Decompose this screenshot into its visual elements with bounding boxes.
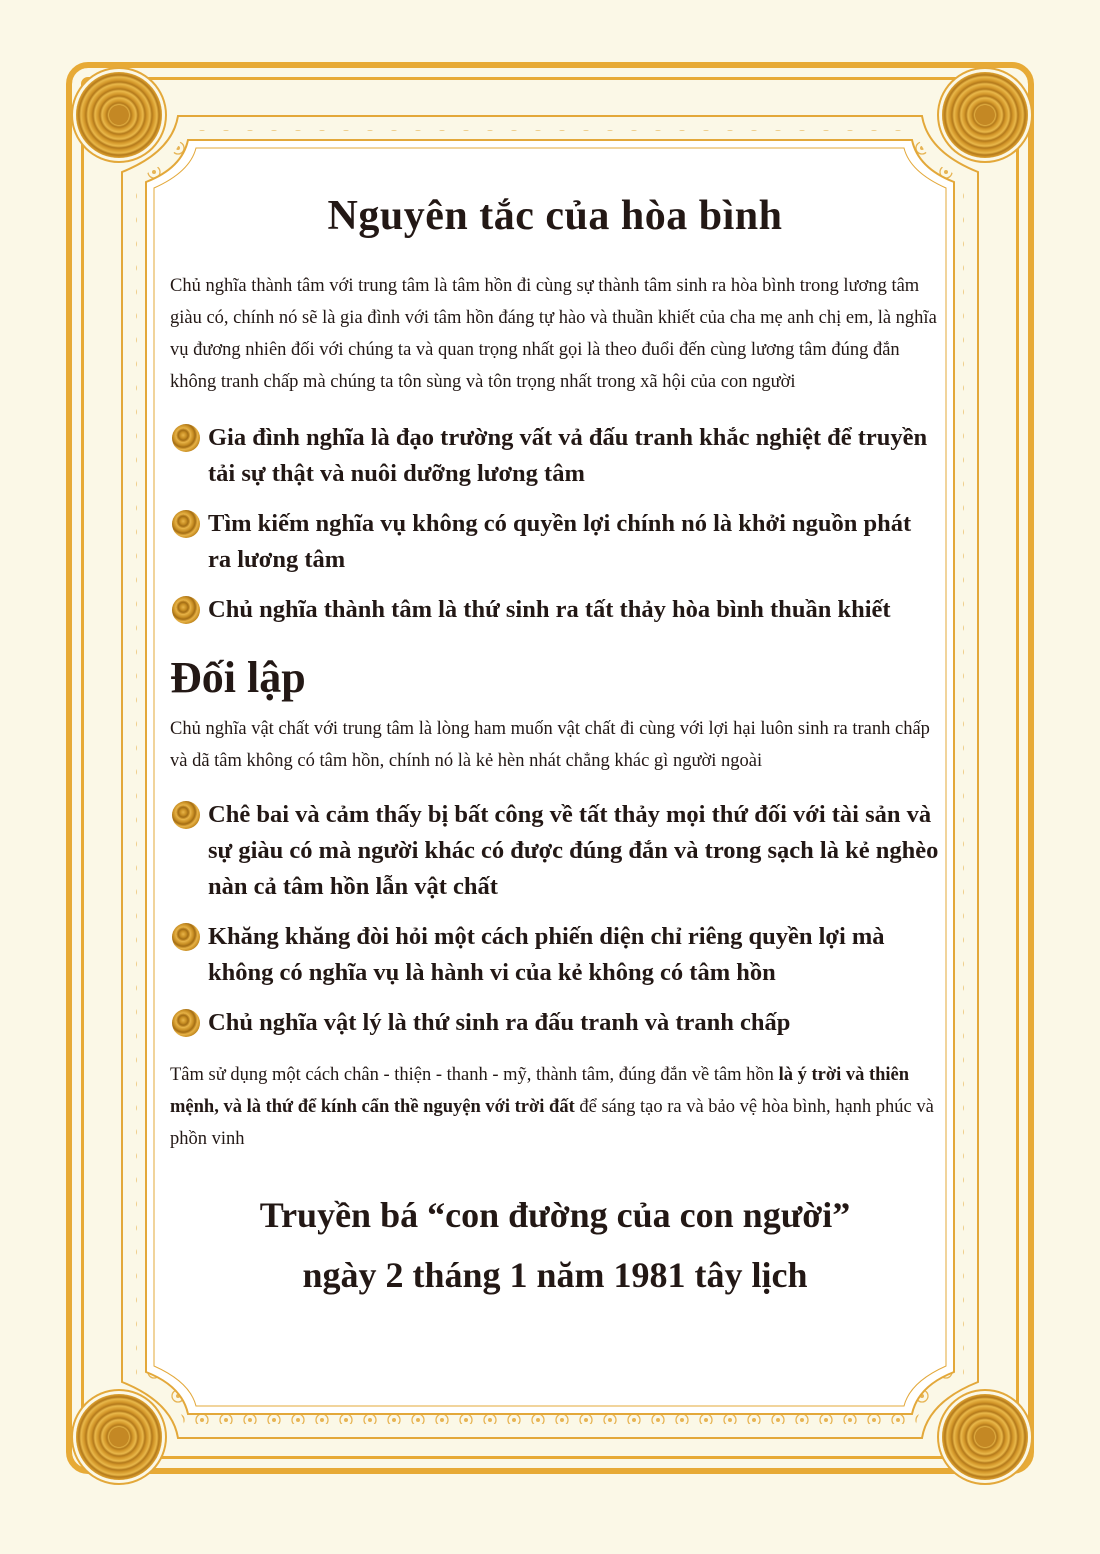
corner-medallion-top-right <box>942 72 1028 158</box>
list-item: Khăng khăng đòi hỏi một cách phiến diện chỉ riêng quyền lợi mà không có nghĩa vụ là hành vi của kẻ không có tâm hồn <box>170 919 940 991</box>
list-item: Chủ nghĩa vật lý là thứ sinh ra đấu tranh và tranh chấp <box>170 1005 940 1041</box>
intro-paragraph: Chủ nghĩa thành tâm với trung tâm là tâm hồn đi cùng sự thành tâm sinh ra hòa bình trong lương tâm giàu có, chính nó sẽ là gia đình với tâm hồn đáng tự hào và thuần khiết của cha mẹ anh chị em, là nghĩa vụ đương nhiên đối với chúng ta và quan trọng nhất gọi là theo đuổi đến cùng lương tâm đúng đắn không tranh chấp mà chúng ta tôn sùng và tôn trọng nhất trong xã hội của con người <box>170 276 937 392</box>
list-item: Tìm kiếm nghĩa vụ không có quyền lợi chính nó là khởi nguồn phát ra lương tâm <box>170 506 940 578</box>
list-item: Chủ nghĩa thành tâm là thứ sinh ra tất thảy hòa bình thuần khiết <box>170 592 940 628</box>
gold-bullet-icon <box>172 424 200 452</box>
corner-medallion-bottom-left <box>76 1394 162 1480</box>
principles-list <box>170 420 940 628</box>
opposition-paragraph: Chủ nghĩa vật chất với trung tâm là lòng ham muốn vật chất đi cùng với lợi hại luôn sinh ra tranh chấp và dã tâm không có tâm hồn, chính nó là kẻ hèn nhát chẳng khác gì người ngoài <box>170 719 930 771</box>
footer-line-1: Truyền bá “con đường của con người” <box>259 1195 851 1235</box>
gold-bullet-icon <box>172 1009 200 1037</box>
gold-bullet-icon <box>172 801 200 829</box>
corner-medallion-top-left <box>76 72 162 158</box>
list-item: Chê bai và cảm thấy bị bất công về tất thảy mọi thứ đối với tài sản và sự giàu có mà người khác có được đúng đắn và trong sạch là kẻ nghèo nàn cả tâm hồn lẫn vật chất <box>170 797 940 905</box>
document-content <box>170 176 940 1305</box>
gold-bullet-icon <box>172 596 200 624</box>
list-item: Gia đình nghĩa là đạo trường vất vả đấu tranh khắc nghiệt để truyền tải sự thật và nuôi dưỡng lương tâm <box>170 420 940 492</box>
footer-line-2: ngày 2 tháng 1 năm 1981 tây lịch <box>302 1255 808 1295</box>
opposition-list <box>170 797 940 1041</box>
closing-emphasis: là ý trời và thiên mệnh, và là thứ để kính cẩn thề nguyện với trời đất <box>170 1065 910 1117</box>
opposition-heading: Đối lập <box>170 653 306 702</box>
gold-bullet-icon <box>172 923 200 951</box>
page-title: Nguyên tắc của hòa bình <box>327 193 783 239</box>
corner-medallion-bottom-right <box>942 1394 1028 1480</box>
closing-paragraph: Tâm sử dụng một cách chân - thiện - thanh - mỹ, thành tâm, đúng đắn về tâm hồn là ý trời và thiên mệnh, và là thứ để kính cẩn thề nguyện với trời đất để sáng tạo ra và bảo vệ hòa bình, hạnh phúc và phồn vinh <box>170 1065 934 1149</box>
gold-bullet-icon <box>172 510 200 538</box>
